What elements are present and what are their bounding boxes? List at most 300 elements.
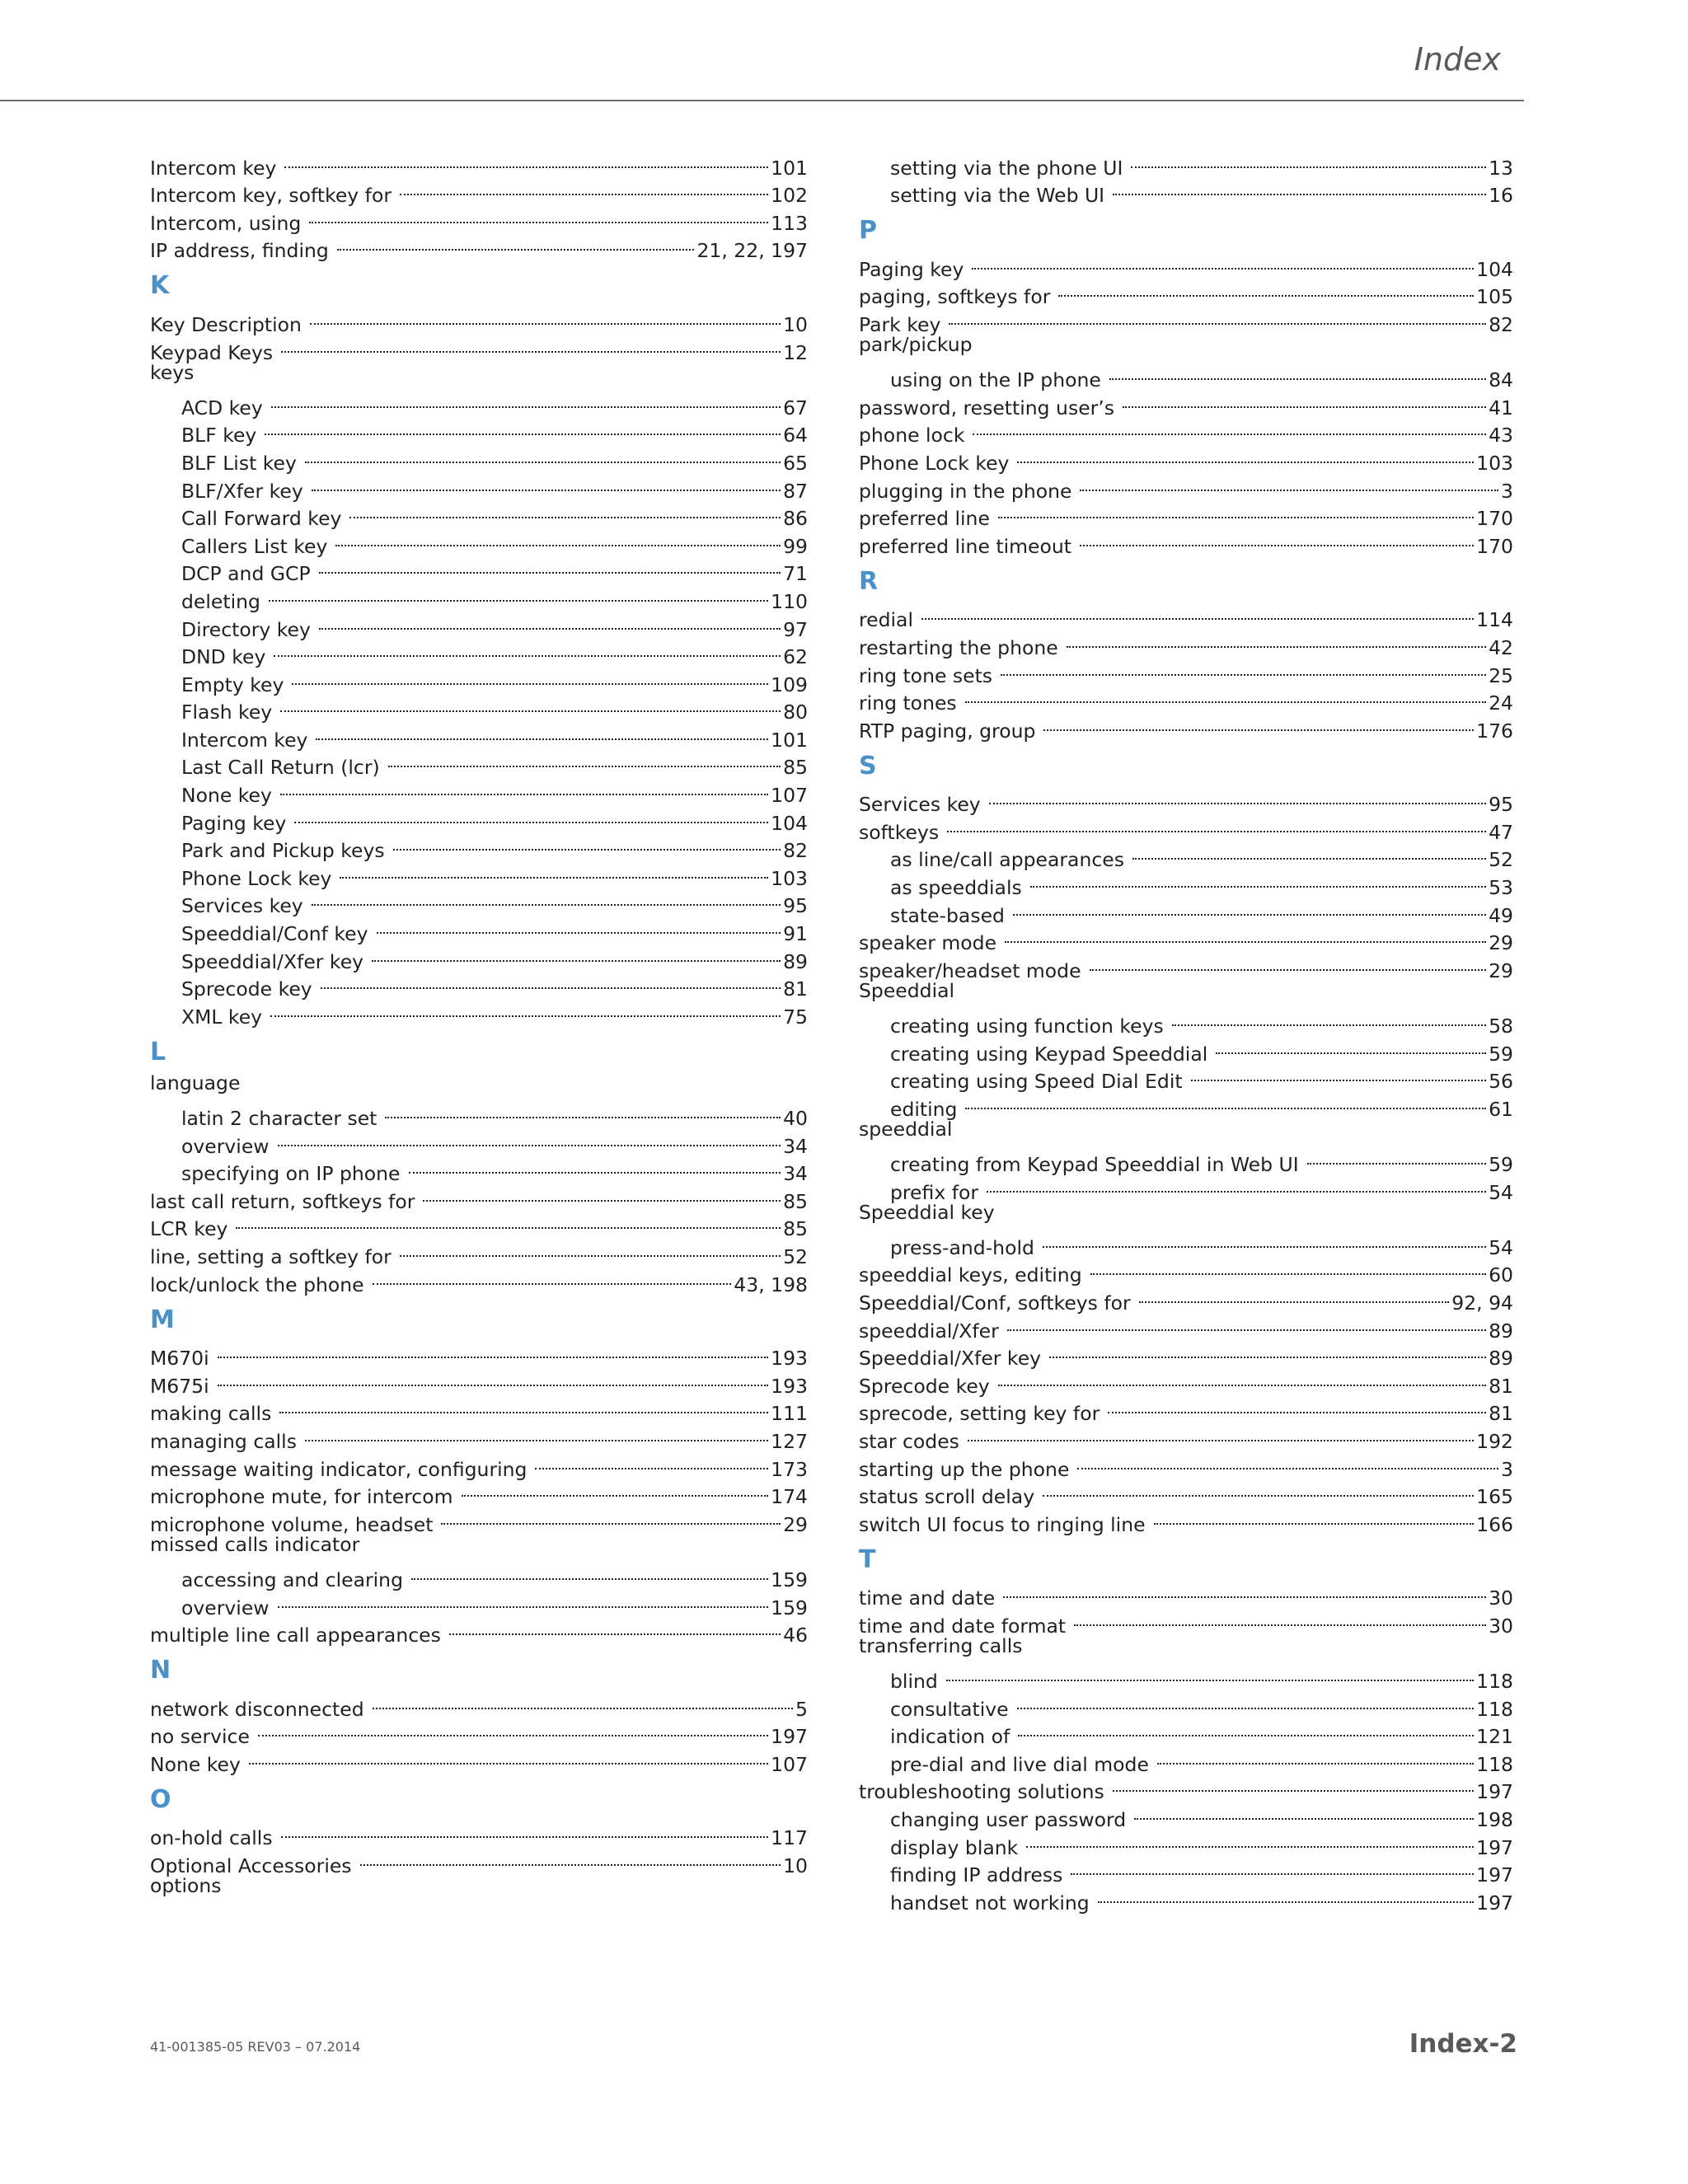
index-page-ref: 197 — [771, 1725, 808, 1749]
dot-leader — [305, 1420, 768, 1448]
index-page-ref: 43, 198 — [734, 1272, 808, 1296]
dot-leader — [1108, 1393, 1486, 1421]
index-page-ref: 29 — [1489, 958, 1513, 982]
dot-leader — [271, 387, 781, 415]
dot-leader — [1003, 1577, 1486, 1605]
index-term: Directory key — [181, 617, 311, 641]
dot-leader — [316, 719, 768, 747]
index-term: ring tone sets — [859, 663, 993, 687]
dot-leader — [292, 663, 768, 691]
index-term: status scroll delay — [859, 1485, 1035, 1509]
dot-leader — [423, 1180, 781, 1208]
dot-leader — [319, 553, 781, 581]
index-page-ref: 30 — [1489, 1614, 1513, 1638]
index-term: Speeddial/Xfer key — [859, 1347, 1042, 1371]
index-term: DND key — [181, 645, 266, 669]
index-page-ref: 99 — [783, 534, 808, 558]
index-term: redial — [859, 608, 913, 632]
index-term: preferred line timeout — [859, 534, 1071, 558]
index-page-ref: 114 — [1476, 608, 1513, 632]
dot-leader — [1080, 470, 1498, 498]
dot-leader — [1307, 1143, 1486, 1171]
index-term: Sprecode key — [181, 977, 312, 1001]
dot-leader — [1109, 359, 1486, 387]
index-page-ref: 42 — [1489, 635, 1513, 659]
index-term: speaker/headset mode — [859, 958, 1081, 982]
dot-leader — [441, 1503, 781, 1531]
index-page-ref: 30 — [1489, 1586, 1513, 1610]
dot-leader — [1043, 1226, 1486, 1254]
index-term: overview — [181, 1134, 270, 1158]
index-page-ref: 165 — [1476, 1485, 1513, 1509]
index-term: sprecode, setting key for — [859, 1402, 1100, 1426]
index-term: deleting — [181, 589, 260, 613]
index-page-ref: 170 — [1476, 507, 1513, 531]
dot-leader — [921, 599, 1474, 627]
dot-leader — [946, 1661, 1474, 1689]
index-subentry — [859, 1143, 1513, 1176]
index-entry — [859, 331, 1513, 359]
index-page-ref: 53 — [1489, 876, 1513, 900]
index-page-ref: 107 — [771, 784, 808, 808]
index-page-ref: 12 — [783, 340, 808, 364]
dot-leader — [269, 580, 768, 608]
index-term: creating using function keys — [890, 1015, 1164, 1038]
dot-leader — [335, 525, 781, 553]
dot-leader — [305, 442, 781, 470]
dot-leader — [393, 830, 781, 858]
dot-leader — [972, 248, 1474, 276]
index-column-left — [150, 147, 808, 1900]
dot-leader — [1098, 1882, 1474, 1910]
index-term: time and date — [859, 1586, 996, 1610]
index-page-ref: 47 — [1489, 820, 1513, 844]
index-term: LCR key — [150, 1217, 228, 1241]
index-term: Flash key — [181, 701, 273, 724]
dot-leader — [279, 1393, 768, 1421]
index-entry — [859, 248, 1513, 281]
index-page-ref: 13 — [1489, 156, 1513, 180]
dot-leader — [1077, 1448, 1498, 1476]
index-page-ref: 24 — [1489, 691, 1513, 715]
index-subentry — [859, 1661, 1513, 1694]
index-entry — [150, 303, 808, 336]
index-page-ref: 87 — [783, 479, 808, 503]
index-term: display blank — [890, 1835, 1019, 1859]
dot-leader — [360, 1844, 781, 1872]
index-term: changing user password — [890, 1808, 1127, 1832]
index-page-ref: 159 — [771, 1596, 808, 1619]
dot-leader — [280, 774, 768, 802]
index-entry — [859, 1577, 1513, 1610]
dot-leader — [1132, 839, 1486, 867]
index-page-ref: 82 — [783, 839, 808, 863]
dot-leader — [947, 811, 1486, 839]
index-term: overview — [181, 1596, 270, 1619]
index-term: RTP paging, group — [859, 719, 1036, 743]
index-term: starting up the phone — [859, 1457, 1070, 1481]
index-term: Speeddial/Xfer key — [181, 949, 364, 973]
index-entry — [150, 1235, 808, 1268]
index-term: speaker mode — [859, 931, 997, 955]
dot-leader — [1074, 1605, 1486, 1633]
index-term: transferring calls — [859, 1633, 1023, 1657]
dot-leader — [987, 1171, 1486, 1199]
index-page-ref: 56 — [1489, 1070, 1513, 1094]
index-term: XML key — [181, 1005, 263, 1029]
index-entry — [859, 710, 1513, 743]
index-page-ref: 52 — [1489, 848, 1513, 872]
index-term: DCP and GCP — [181, 562, 311, 586]
index-entry — [859, 1633, 1513, 1661]
index-term: speeddial — [859, 1117, 953, 1141]
index-page-ref: 61 — [1489, 1097, 1513, 1121]
index-page-ref: 97 — [783, 617, 808, 641]
index-term: BLF/Xfer key — [181, 479, 303, 503]
index-page-ref: 89 — [1489, 1347, 1513, 1371]
index-entry — [150, 1393, 808, 1426]
index-page-ref: 85 — [783, 1217, 808, 1241]
index-term: Key Description — [150, 312, 302, 336]
index-entry — [150, 1208, 808, 1241]
index-term: Services key — [181, 894, 303, 918]
dot-leader — [411, 1558, 768, 1586]
index-page-ref: 103 — [771, 866, 808, 890]
index-term: Call Forward key — [181, 507, 342, 531]
dot-leader — [312, 470, 781, 498]
index-entry — [859, 599, 1513, 632]
index-page-ref: 34 — [783, 1134, 808, 1158]
dot-leader — [218, 1365, 768, 1393]
index-term: time and date format — [859, 1614, 1067, 1638]
index-page-ref: 174 — [771, 1485, 808, 1509]
dot-leader — [278, 1125, 781, 1153]
dot-leader — [310, 303, 781, 331]
dot-leader — [249, 1743, 768, 1771]
dot-leader — [1154, 1503, 1475, 1531]
index-page-ref: 166 — [1476, 1512, 1513, 1536]
index-section-letter: R — [859, 566, 879, 596]
index-page-ref: 34 — [783, 1162, 808, 1186]
index-page-ref: 118 — [1476, 1670, 1513, 1694]
index-page-ref: 58 — [1489, 1015, 1513, 1038]
index-entry — [150, 1365, 808, 1398]
index-term: last call return, softkeys for — [150, 1189, 415, 1213]
index-page-ref: 193 — [771, 1347, 808, 1371]
index-term: keys — [150, 360, 195, 384]
index-section-letter: N — [150, 1656, 171, 1685]
index-term: M670i — [150, 1347, 209, 1371]
dot-leader — [968, 1420, 1474, 1448]
index-subentry — [859, 839, 1513, 872]
index-term: creating using Speed Dial Edit — [890, 1070, 1183, 1094]
index-term: ACD key — [181, 396, 263, 419]
index-page-ref: 86 — [783, 507, 808, 531]
index-entry — [150, 1688, 808, 1721]
index-entry — [150, 1338, 808, 1371]
index-section-letter: K — [150, 271, 170, 301]
index-term: press-and-hold — [890, 1235, 1034, 1259]
index-term: Park key — [859, 312, 941, 336]
index-page-ref: 67 — [783, 396, 808, 419]
index-page-ref: 197 — [1476, 1835, 1513, 1859]
index-entry — [150, 1817, 808, 1850]
index-term: Speeddial — [859, 978, 955, 1002]
dot-leader — [321, 968, 781, 996]
index-subentry — [859, 359, 1513, 392]
index-term: Intercom key — [150, 156, 277, 180]
dot-leader — [270, 996, 781, 1024]
index-page-ref: 54 — [1489, 1180, 1513, 1204]
index-page-ref: 109 — [771, 673, 808, 696]
index-term: missed calls indicator — [150, 1532, 360, 1556]
index-term: Intercom key — [181, 728, 308, 752]
index-term: restarting the phone — [859, 635, 1058, 659]
dot-leader — [1030, 866, 1486, 894]
index-page-ref: 5 — [795, 1697, 808, 1721]
dot-leader — [1090, 1254, 1486, 1282]
index-page-ref: 85 — [783, 756, 808, 780]
index-page-ref: 40 — [783, 1107, 808, 1130]
index-term: IP address, finding — [150, 239, 329, 263]
dot-leader — [294, 802, 768, 830]
index-term: managing calls — [150, 1429, 297, 1453]
dot-leader — [278, 1586, 769, 1615]
index-page-ref: 25 — [1489, 663, 1513, 687]
index-term: microphone volume, headset — [150, 1512, 434, 1536]
index-page-ref: 159 — [771, 1568, 808, 1591]
index-term: accessing and clearing — [181, 1568, 403, 1591]
page-number: Index-2 — [1409, 2029, 1517, 2059]
index-page-ref: 62 — [783, 645, 808, 669]
index-page-ref: 3 — [1501, 479, 1513, 503]
dot-leader — [998, 1365, 1486, 1393]
dot-leader — [535, 1448, 768, 1476]
index-term: microphone mute, for intercom — [150, 1485, 453, 1509]
dot-leader — [1123, 387, 1486, 415]
index-page-ref: 118 — [1476, 1697, 1513, 1721]
index-page-ref: 16 — [1489, 184, 1513, 208]
index-term: multiple line call appearances — [150, 1624, 441, 1647]
index-subentry — [859, 1005, 1513, 1038]
index-page-ref: 3 — [1501, 1457, 1513, 1481]
index-page-ref: 60 — [1489, 1263, 1513, 1287]
index-section-letter: O — [150, 1784, 171, 1814]
dot-leader — [1191, 1061, 1487, 1089]
index-term: line, setting a softkey for — [150, 1244, 392, 1268]
index-page-ref: 49 — [1489, 903, 1513, 927]
index-page-ref: 101 — [771, 156, 808, 180]
index-page-ref: 89 — [1489, 1319, 1513, 1343]
index-term: Paging key — [859, 257, 964, 281]
dot-leader — [1017, 442, 1474, 470]
index-term: ring tones — [859, 691, 957, 715]
index-term: preferred line — [859, 507, 990, 531]
index-page-ref: 54 — [1489, 1235, 1513, 1259]
index-section-letter: L — [150, 1037, 166, 1066]
dot-leader — [309, 202, 768, 230]
dot-leader — [258, 1716, 768, 1744]
index-entry — [859, 811, 1513, 844]
index-page-ref: 85 — [783, 1189, 808, 1213]
dot-leader — [1017, 1688, 1475, 1716]
index-term: None key — [181, 784, 272, 808]
index-page-ref: 197 — [1476, 1863, 1513, 1887]
index-entry — [859, 1199, 1513, 1227]
index-page-ref: 107 — [771, 1752, 808, 1776]
index-page-ref: 197 — [1476, 1780, 1513, 1804]
index-page-ref: 52 — [783, 1244, 808, 1268]
index-entry — [150, 1070, 808, 1098]
index-term: BLF key — [181, 424, 257, 448]
index-page-ref: 192 — [1476, 1429, 1513, 1453]
index-page-ref: 170 — [1476, 534, 1513, 558]
index-term: creating using Keypad Speeddial — [890, 1042, 1208, 1066]
index-term: pre-dial and live dial mode — [890, 1752, 1149, 1776]
dot-leader — [1131, 147, 1486, 175]
index-page-ref: 103 — [1476, 451, 1513, 475]
dot-leader — [1134, 1798, 1474, 1826]
index-term: language — [150, 1071, 241, 1094]
index-term: Services key — [859, 793, 981, 817]
index-subentry — [150, 387, 808, 419]
index-term: Phone Lock key — [181, 866, 332, 890]
dot-leader — [1172, 1005, 1486, 1033]
index-entry — [859, 784, 1513, 817]
index-page-ref: 176 — [1476, 719, 1513, 743]
index-page-ref: 89 — [783, 949, 808, 973]
index-term: Intercom, using — [150, 211, 302, 235]
index-page-ref: 59 — [1489, 1042, 1513, 1066]
index-term: on-hold calls — [150, 1826, 273, 1850]
dot-leader — [312, 885, 781, 913]
index-page-ref: 81 — [1489, 1374, 1513, 1398]
index-entry — [150, 147, 808, 180]
index-term: Last Call Return (lcr) — [181, 756, 380, 780]
index-page-ref: 80 — [783, 701, 808, 724]
dot-leader — [265, 415, 781, 443]
index-page-ref: 173 — [771, 1457, 808, 1481]
index-subentry — [859, 1688, 1513, 1721]
index-term: Intercom key, softkey for — [150, 184, 392, 208]
index-term: park/pickup — [859, 332, 973, 356]
index-term: options — [150, 1874, 222, 1898]
index-page-ref: 59 — [1489, 1153, 1513, 1176]
index-subentry — [150, 1558, 808, 1591]
dot-leader — [373, 1263, 732, 1291]
index-term: Sprecode key — [859, 1374, 990, 1398]
index-term: consultative — [890, 1697, 1009, 1721]
index-page-ref: 82 — [1489, 312, 1513, 336]
index-term: BLF List key — [181, 451, 297, 475]
index-page-ref: 46 — [783, 1624, 808, 1647]
index-page-ref: 104 — [771, 811, 808, 835]
index-term: Park and Pickup keys — [181, 839, 385, 863]
page-header-title: Index — [1414, 41, 1501, 77]
index-entry — [150, 1531, 808, 1559]
index-page-ref: 71 — [783, 562, 808, 586]
dot-leader — [1113, 1771, 1474, 1799]
index-column-right — [859, 147, 1513, 1915]
index-page-ref: 81 — [783, 977, 808, 1001]
index-page-ref: 111 — [771, 1402, 808, 1426]
index-term: as speeddials — [890, 876, 1022, 900]
dot-leader — [1071, 1854, 1474, 1882]
index-term: Speeddial/Conf, softkeys for — [859, 1291, 1131, 1315]
dot-leader — [965, 1088, 1486, 1116]
index-page-ref: 65 — [783, 451, 808, 475]
dot-leader — [385, 1097, 781, 1125]
index-page-ref: 92, 94 — [1451, 1291, 1513, 1315]
index-page-ref: 29 — [1489, 931, 1513, 955]
index-term: making calls — [150, 1402, 272, 1426]
dot-leader — [400, 175, 768, 203]
dot-leader — [1058, 276, 1474, 304]
index-term: indication of — [890, 1725, 1010, 1749]
dot-leader — [281, 331, 781, 359]
index-page-ref: 10 — [783, 1854, 808, 1878]
index-section-letter: S — [859, 751, 877, 780]
index-term: state-based — [890, 903, 1005, 927]
dot-leader — [1007, 1310, 1486, 1338]
dot-leader — [349, 498, 781, 526]
dot-leader — [1026, 1826, 1474, 1854]
index-page-ref: 64 — [783, 424, 808, 448]
dot-leader — [340, 857, 768, 885]
index-term: no service — [150, 1725, 250, 1749]
index-term: handset not working — [890, 1891, 1090, 1915]
index-page-ref: 43 — [1489, 424, 1513, 448]
index-page-ref: 105 — [1476, 285, 1513, 309]
index-term: softkeys — [859, 820, 940, 844]
index-page-ref: 95 — [783, 894, 808, 918]
index-page-ref: 110 — [771, 589, 808, 613]
index-subentry — [859, 1226, 1513, 1259]
index-page-ref: 95 — [1489, 793, 1513, 817]
index-term: editing — [890, 1097, 958, 1121]
index-subentry — [150, 1097, 808, 1130]
index-term: speeddial keys, editing — [859, 1263, 1082, 1287]
dot-leader — [1043, 710, 1474, 738]
dot-leader — [1005, 922, 1486, 950]
dot-leader — [1113, 175, 1486, 203]
index-term: lock/unlock the phone — [150, 1272, 364, 1296]
dot-leader — [462, 1476, 769, 1504]
index-page-ref: 118 — [1476, 1752, 1513, 1776]
index-term: Paging key — [181, 811, 287, 835]
dot-leader — [337, 230, 695, 258]
dot-leader — [1001, 654, 1486, 682]
index-section-letter: T — [859, 1544, 876, 1574]
index-term: None key — [150, 1752, 241, 1776]
dot-leader — [377, 912, 781, 940]
index-term: troubleshooting solutions — [859, 1780, 1104, 1804]
index-page-ref: 117 — [771, 1826, 808, 1850]
index-page-ref: 197 — [1476, 1891, 1513, 1915]
index-page-ref: 21, 22, 197 — [696, 239, 808, 263]
index-page-ref: 101 — [771, 728, 808, 752]
dot-leader — [372, 940, 781, 968]
dot-leader — [965, 682, 1486, 710]
index-term: as line/call appearances — [890, 848, 1124, 872]
dot-leader — [1049, 1338, 1486, 1366]
index-term: speeddial/Xfer — [859, 1319, 999, 1343]
index-term: M675i — [150, 1374, 209, 1398]
index-term: star codes — [859, 1429, 959, 1453]
index-term: network disconnected — [150, 1697, 364, 1721]
index-term: switch UI focus to ringing line — [859, 1512, 1146, 1536]
index-term: message waiting indicator, configuring — [150, 1457, 528, 1481]
